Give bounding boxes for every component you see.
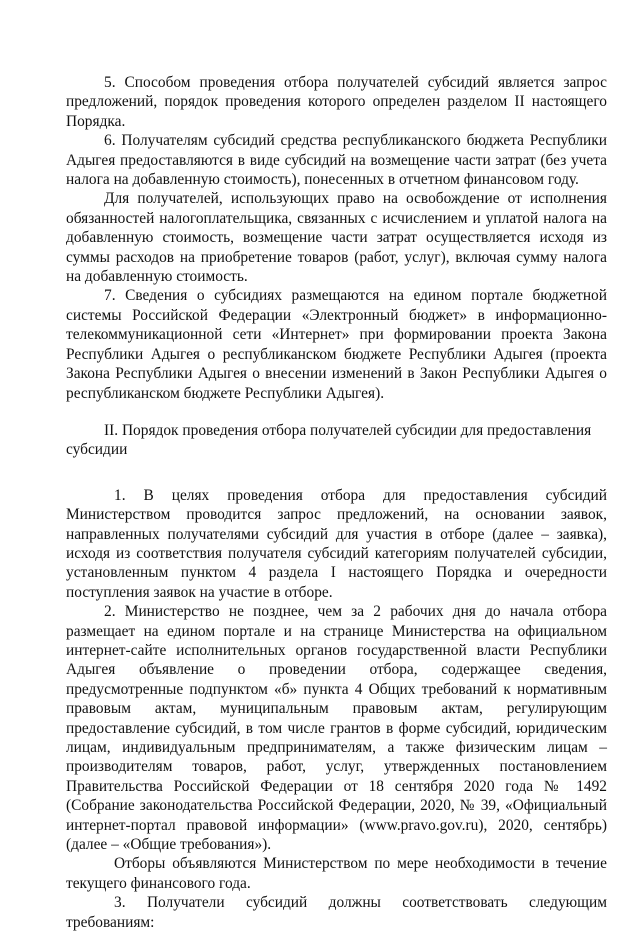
section-paragraph-1: 1. В целях проведения отбора для предоставления субсидий Министерством проводится запрос предложений, на основании заявок, направленных получателями субсидий для участия в отборе (далее – заявка), исходя из соответствия получателя субсидий категориям получателей субсидии, установленным пунктом 4 раздела I настоящего Порядка и очередности поступления заявок на участие в отборе.: [66, 486, 607, 601]
paragraph-item-5: 5. Способом проведения отбора получателей субсидий является запрос предложений, порядок проведения которого определен разделом II настоящего Порядка.: [66, 74, 607, 130]
section-heading: II. Порядок проведения отбора получателей субсидии для предоставления субсидии: [66, 421, 592, 459]
paragraph-item-6: 6. Получателям субсидий средства республиканского бюджета Республики Адыгея предоставляются в виде субсидий на возмещение части затрат (без учета налога на добавленную стоимость), понесенных в отчетном финансовом году.: [66, 132, 607, 189]
section-paragraph-2: 2. Министерство не позднее, чем за 2 рабочих дня до начала отбора размещает на едином портале и на странице Министерства на официальном интернет-сайте исполнительных органов государственной власти Республики Адыгея объявление о проведении отбора, содержащее сведения, предусмотренные подпунктом «б» пункта 4 Общих требований к нормативным правовым актам, муниципальным правовым актам, регулирующим предоставление субсидий, в том числе грантов в форме субсидий, юридическим лицам, индивидуальным предпринимателям, а также физическим лицам – производителям товаров, работ, услуг, утвержденных постановлением Правительства Российской Федерации от 18 сентября 2020 года № 1492 (Собрание законодательства Российской Федерации, 2020, № 39, «Официальный интернет-портал правовой информации» (www.pravo.gov.ru), 2020, сентябрь) (далее – «Общие требования»).: [66, 603, 607, 854]
paragraph-vat-exemption: Для получателей, использующих право на освобождение от исполнения обязанностей налогоплательщика, связанных с исчислением и уплатой налога на добавленную стоимость, возмещение части затрат осуществляется исходя из суммы расходов на приобретение товаров (работ, услуг), включая сумму налога на добавленную стоимость.: [66, 190, 607, 286]
document-page: [66, 73, 607, 932]
section-paragraph-selection: Отборы объявляются Министерством по мере необходимости в течение текущего финансового года.: [66, 855, 607, 892]
paragraph-item-7: 7. Сведения о субсидиях размещаются на едином портале бюджетной системы Российской Федерации «Электронный бюджет» в информационно-телекоммуникационной сети «Интернет» при формировании проекта Закона Республики Адыгея о республиканском бюджете Республики Адыгея (проекта Закона Республики Адыгея о внесении изменений в Закон Республики Адыгея о республиканском бюджете Республики Адыгея).: [66, 287, 607, 402]
section-paragraph-3: 3. Получатели субсидий должны соответствовать следующим требованиям:: [66, 894, 607, 931]
